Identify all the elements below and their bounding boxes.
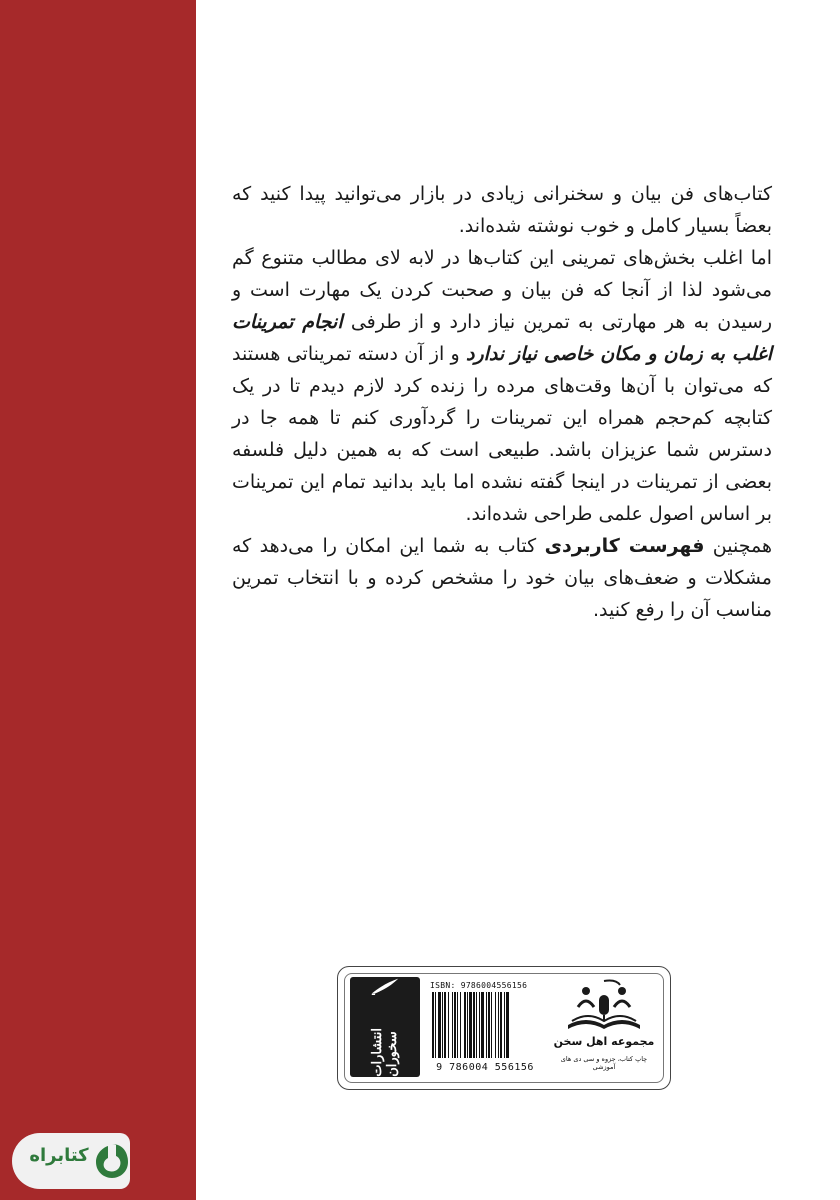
- publisher-name: انتشارات سخوران: [370, 1028, 400, 1077]
- series-subtitle: چاپ کتاب، جزوه و سی دی های آموزشی: [560, 1055, 648, 1071]
- paragraph-2-emphasis: انجام تمرینات اغلب به زمان و مکان خاصی نیاز ندارد: [232, 311, 772, 365]
- ketabrah-brand: کتابراه: [29, 1145, 89, 1166]
- ketabrah-logo-icon: [94, 1142, 130, 1180]
- ketabrah-watermark: [12, 1133, 130, 1189]
- paragraph-3-intro: همچنین: [712, 535, 772, 557]
- quill-icon: [365, 977, 405, 995]
- paragraph-2-rest: و از آن دسته تمریناتی هستند که می‌توان با آن‌ها وقت‌های مرده را زنده کرد لازم دیدم تا در یک کتابچه کم‌حجم همراه این تمرینات را گردآوری کنم تا همه جا در دسترس شما عزیزان باشد. طبیعی است که به همین دلیل فلسفه بعضی از تمرینات در اینجا گفته نشده اما باید بدانید تمام این تمرینات بر اساس اصول علمی طراحی شده‌اند.: [232, 343, 772, 525]
- barcode-bars: [430, 992, 540, 1058]
- publisher-logo: [350, 977, 420, 1077]
- logos-panel: [337, 966, 671, 1090]
- back-cover-text: [232, 178, 772, 626]
- cover-spine-band: [0, 0, 196, 1200]
- open-book-microphone-icon: [564, 977, 644, 1033]
- paragraph-2: [232, 242, 772, 530]
- isbn-barcode: [430, 981, 540, 1073]
- series-logo: [550, 977, 658, 1077]
- isbn-label: ISBN: 9786004556156: [430, 981, 528, 990]
- isbn-number: 9 786004 556156: [436, 1062, 534, 1073]
- paragraph-3-rest: کتاب به شما این امکان را می‌دهد که مشکلات و ضعف‌های بیان خود را مشخص کرده و با انتخاب تمرین مناسب آن را رفع کنید.: [232, 535, 772, 621]
- series-title: مجموعه اهل سخن: [553, 1035, 655, 1048]
- paragraph-1: کتاب‌های فن بیان و سخنرانی زیادی در بازار می‌توانید پیدا کنید که بعضاً بسیار کامل و خوب نوشته شده‌اند.: [232, 183, 772, 237]
- paragraph-3-emphasis: فهرست کاربردی: [544, 535, 705, 557]
- paragraph-2-intro: اما اغلب بخش‌های تمرینی این کتاب‌ها در لابه لای مطالب متنوع گم می‌شود لذا از آنجا که فن بیان و صحبت کردن یک مهارت است و رسیدن به هر مهارتی به تمرین نیاز دارد و از طرفی: [232, 247, 772, 333]
- paragraph-3: [232, 530, 772, 626]
